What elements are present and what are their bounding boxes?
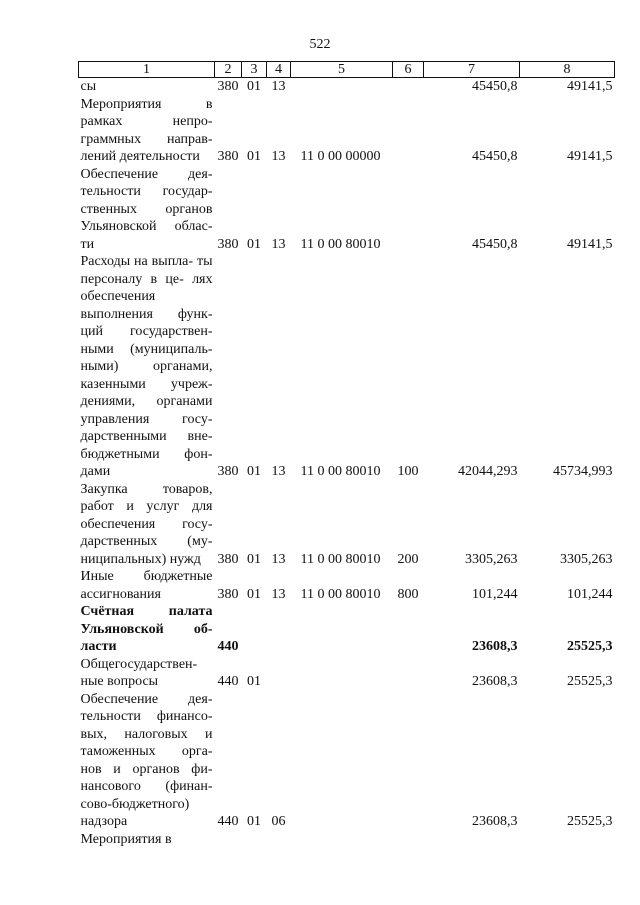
column-header: 4 [267, 62, 291, 78]
row-name-line: обеспечения госу- [80, 516, 213, 532]
row-name-line: дарственными вне- [80, 429, 213, 444]
expense-type-code [393, 96, 424, 166]
expense-type-code: 200 [397, 551, 419, 567]
table-row [79, 481, 615, 569]
row-name-line: Счётная палата [80, 604, 213, 619]
section-code: 380 [217, 79, 239, 94]
row-name-line: нов и органов фи- [80, 761, 213, 777]
row-name-line: выполнения функ- [80, 306, 213, 322]
target-article-code: 11 0 00 80010 [300, 586, 381, 602]
subsection-code: 01 [247, 586, 261, 602]
subsection-code: 01 [247, 79, 261, 94]
article-code: 06 [271, 814, 286, 829]
subsection-code: 01 [247, 236, 261, 252]
table-row [79, 78, 615, 96]
amount-year-2: 25525,3 [567, 674, 613, 689]
row-name-line: граммных направ- [80, 131, 213, 147]
article-code: 13 [271, 464, 286, 479]
row-name-line: казенными учреж- [80, 376, 213, 392]
column-header: 1 [79, 62, 215, 78]
article-code: 13 [271, 79, 286, 94]
row-name-line: бюджетными фон- [80, 446, 213, 462]
article-code: 13 [271, 586, 286, 602]
section-code: 380 [217, 149, 239, 164]
row-name [79, 78, 215, 96]
section-code: 380 [217, 551, 239, 567]
subsection-code: 01 [247, 464, 261, 479]
row-name-line: ные вопросы [80, 674, 159, 689]
row-name-line: Ульяновской облас- [80, 219, 213, 234]
target-article-code [291, 691, 393, 831]
row-name-line: ными) органами, [80, 359, 213, 374]
article-code: 13 [271, 551, 286, 567]
subsection-code: 01 [247, 674, 261, 689]
subsection-code [242, 831, 267, 849]
row-name-line: нансового (финан- [80, 779, 213, 794]
row-name-line: Обеспечение дея- [80, 166, 213, 182]
table-row [79, 166, 615, 254]
row-name-line: тельности государ- [80, 184, 213, 199]
row-name [79, 656, 215, 691]
row-name-line: Общегосударствен- [80, 656, 198, 672]
amount-year-1: 23608,3 [472, 639, 518, 654]
row-name [79, 831, 215, 849]
article-code: 13 [271, 149, 286, 164]
row-name [79, 166, 215, 254]
target-article-code: 11 0 00 80010 [300, 236, 381, 252]
target-article-code [291, 831, 393, 849]
amount-year-1: 101,244 [472, 586, 518, 602]
row-name-line: ниципальных) нужд [80, 551, 201, 567]
amount-year-2: 25525,3 [567, 814, 613, 829]
column-header: 2 [215, 62, 242, 78]
amount-year-2: 49141,5 [567, 149, 613, 164]
row-name-line: Обеспечение дея- [80, 691, 213, 707]
section-code: 440 [217, 814, 239, 829]
row-name-line: работ и услуг для [80, 499, 213, 514]
amount-year-1: 45450,8 [472, 149, 518, 164]
budget-table [78, 61, 615, 848]
row-name-line: дарственных (му- [80, 534, 213, 549]
row-name-line: Закупка товаров, [80, 481, 213, 497]
target-article-code: 11 0 00 80010 [300, 551, 381, 567]
subsection-code: 01 [247, 551, 261, 567]
table-row [79, 831, 615, 849]
row-name-line: Ульяновской об- [80, 621, 213, 637]
row-name-line: Мероприятия в [80, 831, 172, 847]
expense-type-code [393, 831, 424, 849]
expense-type-code [393, 603, 424, 656]
row-name-line: ты персоналу в це- [80, 254, 213, 287]
subsection-code [242, 603, 267, 656]
table-row [79, 603, 615, 656]
table-row [79, 253, 615, 481]
target-article-code: 11 0 00 80010 [300, 464, 381, 479]
section-code: 380 [217, 464, 239, 479]
section-code: 380 [217, 586, 239, 602]
table-row [79, 691, 615, 831]
expense-type-code: 100 [397, 464, 419, 479]
section-code: 440 [217, 639, 239, 654]
expense-type-code [393, 691, 424, 831]
row-name [79, 96, 215, 166]
article-code [267, 831, 291, 849]
row-name-line: рамках непро- [80, 114, 213, 129]
column-header: 8 [520, 62, 615, 78]
section-code: 380 [217, 236, 239, 252]
row-name-line: сы [80, 79, 97, 94]
target-article-code [291, 603, 393, 656]
row-name-line: ственных органов [80, 201, 213, 217]
amount-year-2: 49141,5 [567, 236, 613, 252]
article-code: 13 [271, 236, 286, 252]
row-name [79, 691, 215, 831]
expense-type-code: 800 [397, 586, 419, 602]
section-code [215, 831, 242, 849]
column-header: 6 [393, 62, 424, 78]
row-name-line: дами [80, 464, 111, 479]
row-name [79, 568, 215, 603]
target-article-code: 11 0 00 00000 [300, 149, 381, 164]
column-header: 7 [424, 62, 520, 78]
expense-type-code [393, 166, 424, 254]
row-name-line: Расходы на выпла- [80, 254, 194, 269]
amount-year-1 [424, 831, 520, 849]
target-article-code [291, 656, 393, 691]
amount-year-2: 3305,263 [560, 551, 613, 567]
row-name-line: надзора [80, 814, 128, 829]
row-name-line: Иные бюджетные [80, 569, 213, 584]
expense-type-code [393, 78, 424, 96]
row-name-line: управления госу- [80, 411, 213, 427]
row-name-line: ассигнования [80, 586, 161, 602]
row-name-line: таможенных орга- [80, 744, 213, 759]
amount-year-1: 23608,3 [472, 674, 518, 689]
amount-year-2: 25525,3 [567, 639, 613, 654]
column-header: 5 [291, 62, 393, 78]
row-name-line: ными (муниципаль- [80, 341, 213, 357]
row-name-line: сово-бюджетного) [80, 796, 190, 812]
row-name-line: тельности финансо- [80, 709, 213, 724]
row-name-line: ти [80, 236, 95, 252]
amount-year-2: 101,244 [567, 586, 613, 602]
page-number: 522 [309, 37, 331, 52]
row-name [79, 603, 215, 656]
table-row [79, 656, 615, 691]
row-name-line: лях обеспечения [80, 271, 213, 304]
row-name-line: ций государствен- [80, 324, 213, 339]
expense-type-code [393, 656, 424, 691]
row-name-line: вых, налоговых и [80, 726, 213, 742]
amount-year-1: 45450,8 [472, 79, 518, 94]
row-name [79, 253, 215, 481]
target-article-code [291, 78, 393, 96]
row-name-line: Мероприятия в [80, 96, 213, 112]
amount-year-1: 45450,8 [472, 236, 518, 252]
subsection-code: 01 [247, 149, 261, 164]
table-header-row [79, 62, 615, 78]
column-header: 3 [242, 62, 267, 78]
section-code: 440 [217, 674, 239, 689]
amount-year-1: 42044,293 [458, 464, 518, 479]
row-name [79, 481, 215, 569]
table-row [79, 96, 615, 166]
amount-year-1: 23608,3 [472, 814, 518, 829]
amount-year-1: 3305,263 [465, 551, 518, 567]
article-code [267, 603, 291, 656]
amount-year-2: 45734,993 [553, 464, 613, 479]
row-name-line: ласти [80, 639, 117, 654]
row-name-line: дениями, органами [80, 394, 213, 409]
row-name-line: лений деятельности [80, 149, 200, 164]
subsection-code: 01 [247, 814, 261, 829]
amount-year-2 [520, 831, 615, 849]
table-row [79, 568, 615, 603]
article-code [267, 656, 291, 691]
amount-year-2: 49141,5 [567, 79, 613, 94]
